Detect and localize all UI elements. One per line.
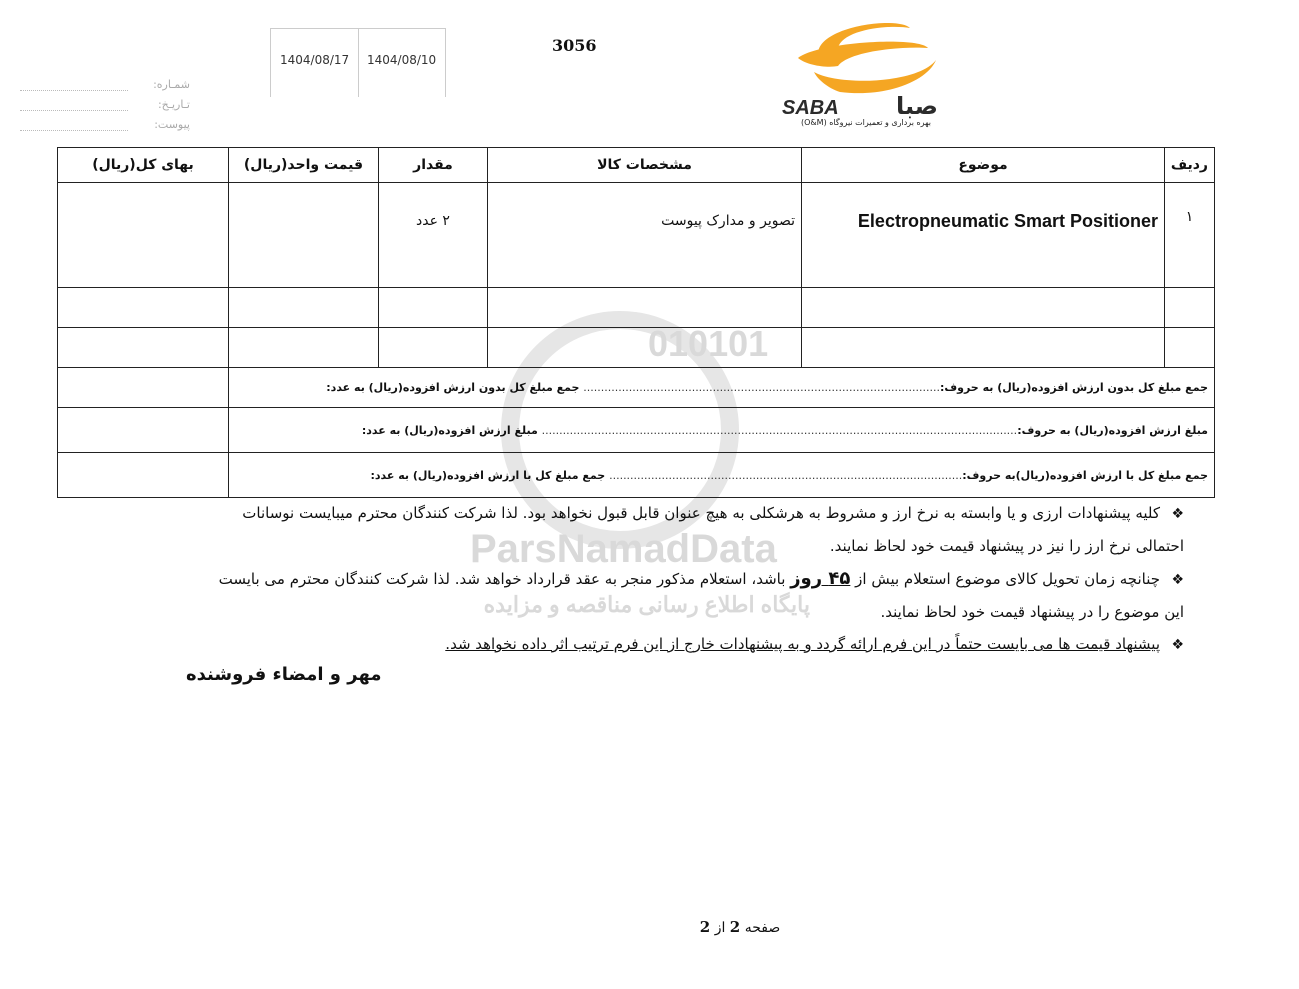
- number-label: شمـاره:: [153, 78, 190, 91]
- bullet-icon: ❖: [1171, 637, 1184, 653]
- date-label: تـاریـخ:: [157, 98, 190, 111]
- seller-signature: مهر و امضاء فروشنده: [186, 664, 382, 685]
- header-total: بهای کل(ریال): [58, 148, 229, 183]
- header-qty: مقدار: [379, 148, 488, 183]
- saba-logo: [778, 6, 958, 134]
- note-2-line-2: این موضوع را در پیشنهاد قیمت خود لحاظ نمایند.: [880, 603, 1184, 621]
- total-no-vat-number-label: جمع مبلغ کل بدون ارزش افزوده(ریال) به عدد:: [326, 381, 580, 394]
- row-spec: تصویر و مدارک پیوست: [488, 183, 802, 288]
- total-vat-number[interactable]: [58, 453, 229, 498]
- total-no-vat-letters-label: جمع مبلغ کل بدون ارزش افزوده(ریال) به حروف:: [939, 381, 1208, 394]
- bullet-icon: ❖: [1171, 506, 1184, 522]
- total-row-no-vat: [58, 368, 1215, 408]
- attachment-field: [20, 130, 128, 131]
- row-unit-price[interactable]: [229, 183, 379, 288]
- watermark-digits: 010101: [648, 323, 769, 364]
- logo-subtitle: بهره برداری و تعمیرات نیروگاه (O&M): [801, 118, 931, 127]
- note-1-line-2: احتمالی نرخ ارز را نیز در پیشنهاد قیمت خود لحاظ نمایند.: [829, 537, 1184, 555]
- table-row: [58, 183, 1215, 288]
- date-field: [20, 110, 128, 111]
- date-box: [270, 28, 446, 97]
- total-row-with-vat: [58, 453, 1215, 498]
- header-spec: مشخصات کالا: [488, 148, 802, 183]
- note-2: [184, 563, 1184, 628]
- vat-row: [58, 408, 1215, 453]
- note-2-post: باشد، استعلام مذکور منجر به عقد قرارداد خواهد شد. لذا شرکت کنندگان محترم می بایست: [218, 570, 786, 588]
- date-2: 1404/08/10: [367, 53, 437, 67]
- total-vat-letters-label: جمع مبلغ کل با ارزش افزوده(ریال)به حروف:: [962, 468, 1208, 482]
- row-total[interactable]: [58, 183, 229, 288]
- document-number: 3056: [552, 36, 597, 55]
- note-3: [184, 628, 1184, 661]
- note-3-text: پیشنهاد قیمت ها می بایست حتماً در این فرم ارائه گردد و به پیشنهادات خارج از این فرم ترتیب اثر داده نخواهد شد.: [445, 635, 1160, 653]
- note-2-days: ۴۵ روز: [790, 568, 851, 589]
- table-header-row: [58, 148, 1215, 183]
- note-2-pre: چنانچه زمان تحویل کالای موضوع استعلام بیش از: [855, 570, 1160, 588]
- logo-swoosh-2: [798, 42, 928, 67]
- total-no-vat-number[interactable]: [58, 368, 229, 408]
- page-of-word: از: [714, 920, 726, 936]
- page-word: صفحه: [744, 920, 781, 936]
- watermark-brand: ParsNamadData: [470, 527, 777, 571]
- note-1: [184, 497, 1184, 562]
- logo-latin: SABA: [782, 97, 839, 119]
- watermark-tagline: پایگاه اطلاع رسانی مناقصه و مزایده: [483, 592, 810, 617]
- date-1: 1404/08/17: [280, 53, 350, 67]
- page-number: [680, 918, 800, 936]
- vat-number-label: مبلغ ارزش افزوده(ریال) به عدد:: [361, 423, 538, 437]
- total-vat-letters-field[interactable]: .....................................................................................................: [609, 468, 963, 482]
- note-1-line-1: کلیه پیشنهادات ارزی و یا وابسته به نرخ ارز و مشروط به هرشکلی به هیچ عنوان قابل قبول نخواهد بود. لذا شرکت کنندگان محترم میبایست نوسانات: [242, 504, 1160, 522]
- header-subject: موضوع: [802, 148, 1165, 183]
- items-table: [57, 147, 1215, 498]
- vat-letters-field[interactable]: ........................................................................................................................................: [541, 423, 1018, 437]
- row-index: ۱: [1165, 183, 1215, 288]
- table-row-empty: [58, 328, 1215, 368]
- table-row-empty: [58, 288, 1215, 328]
- page-total: 2: [699, 918, 711, 936]
- number-field: [20, 90, 128, 91]
- header-index: ردیف: [1165, 148, 1215, 183]
- total-vat-number-label: جمع مبلغ کل با ارزش افزوده(ریال) به عدد:: [370, 468, 606, 482]
- page-current: 2: [729, 918, 741, 936]
- bullet-icon: ❖: [1171, 572, 1184, 588]
- logo-persian: صبا: [896, 92, 938, 120]
- vat-letters-label: مبلغ ارزش افزوده(ریال) به حروف:: [1017, 423, 1208, 437]
- total-no-vat-letters-field[interactable]: ......................................................................................................: [583, 381, 940, 394]
- vat-number[interactable]: [58, 408, 229, 453]
- row-qty: ۲ عدد: [379, 183, 488, 288]
- row-subject: Electropneumatic Smart Positioner: [802, 183, 1165, 288]
- header-unit-price: قیمت واحد(ریال): [229, 148, 379, 183]
- attachment-label: پیوست:: [154, 118, 190, 131]
